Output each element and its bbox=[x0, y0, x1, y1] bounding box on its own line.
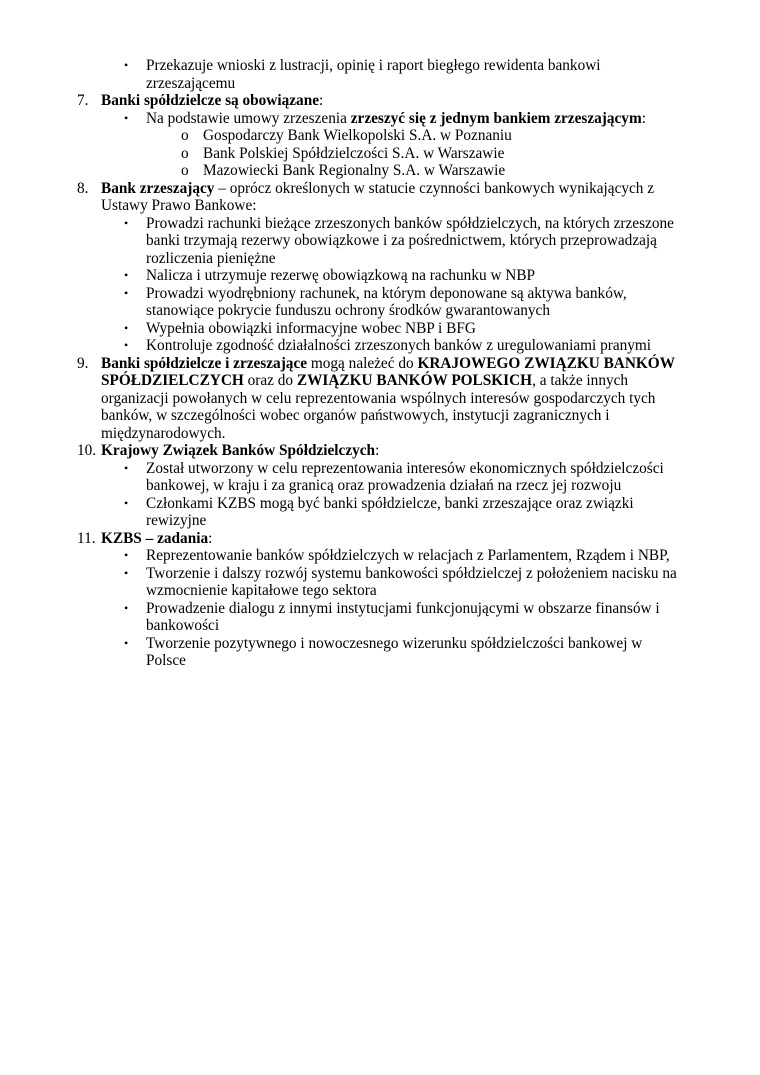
section-10-heading: 10. Krajowy Związek Banków Spółdzielczych: bbox=[77, 442, 380, 459]
bullet-icon: • bbox=[124, 495, 129, 510]
section-number: 7. bbox=[77, 92, 89, 109]
bullet-icon: • bbox=[124, 215, 129, 230]
bullet-icon: • bbox=[124, 338, 129, 352]
circle-bullet-icon: o bbox=[181, 144, 189, 162]
sublist-item: o Bank Polskiej Spółdzielczości S.A. w Warszawie bbox=[181, 144, 505, 162]
bullet-text: zrzeszającemu bbox=[146, 74, 236, 92]
section-number: 11. bbox=[77, 529, 96, 547]
list-item bbox=[0, 57, 760, 75]
sublist-item: o Mazowiecki Bank Regionalny S.A. w Warszawie bbox=[181, 162, 506, 179]
list-item: • Nalicza i utrzymuje rezerwę obowiązkową na rachunku w NBP bbox=[124, 267, 536, 284]
section-title: Banki spółdzielcze i zrzeszające bbox=[101, 354, 308, 372]
section-7-heading: 7. Banki spółdzielcze są obowiązane: bbox=[77, 92, 324, 109]
list-item-continuation bbox=[0, 75, 760, 93]
list-item: • Prowadzi rachunki bieżące zrzeszonych banków spółdzielczych, na których zrzeszone bbox=[124, 214, 674, 232]
bullet-icon: • bbox=[124, 600, 129, 615]
section-9-heading: 9. Banki spółdzielcze i zrzeszające mogą należeć do KRAJOWEGO ZWIĄZKU BANKÓW bbox=[77, 354, 675, 372]
list-item: • Prowadzi wyodrębniony rachunek, na którym deponowane są aktywa banków, bbox=[124, 284, 627, 302]
bullet-text: Przekazuje wnioski z lustracji, opinię i raport biegłego rewidenta bankowi bbox=[146, 57, 601, 74]
bullet-icon: • bbox=[124, 58, 129, 72]
bullet-icon: • bbox=[124, 320, 129, 335]
bullet-icon: • bbox=[124, 635, 129, 650]
section-11-heading: 11. KZBS – zadania: bbox=[77, 529, 213, 547]
section-number: 9. bbox=[77, 354, 89, 372]
bullet-icon: • bbox=[124, 285, 129, 300]
section-8-heading: 8. Bank zrzeszający – oprócz określonych w statucie czynności bankowych wynikających z bbox=[77, 179, 655, 197]
circle-bullet-icon: o bbox=[181, 127, 189, 144]
section-number: 8. bbox=[77, 179, 89, 197]
bullet-icon: • bbox=[124, 548, 129, 562]
section-title: Bank zrzeszający bbox=[101, 179, 215, 197]
section-title: KZBS – zadania bbox=[101, 529, 209, 547]
bullet-icon: • bbox=[124, 110, 129, 125]
list-item: • Tworzenie pozytywnego i nowoczesnego wizerunku spółdzielczości bankowej w bbox=[124, 634, 643, 652]
section-number: 10. bbox=[77, 442, 97, 459]
list-item: • Wypełnia obowiązki informacyjne wobec NBP i BFG bbox=[124, 319, 476, 337]
list-item: • Kontroluje zgodność działalności zrzeszonych banków z uregulowaniami pranymi bbox=[124, 337, 652, 354]
bullet-icon: • bbox=[124, 565, 129, 580]
list-item: • Członkami KZBS mogą być banki spółdzielcze, banki zrzeszające oraz związki bbox=[124, 494, 634, 512]
circle-bullet-icon: o bbox=[181, 162, 189, 179]
bullet-icon: • bbox=[124, 268, 129, 282]
sublist-item: o Gospodarczy Bank Wielkopolski S.A. w Poznaniu bbox=[181, 127, 512, 144]
bullet-icon: • bbox=[124, 460, 129, 475]
list-item: • Tworzenie i dalszy rozwój systemu bankowości spółdzielczej z położeniem nacisku na bbox=[124, 564, 677, 582]
section-title: Krajowy Związek Banków Spółdzielczych bbox=[101, 442, 376, 459]
section-8-continuation: Ustawy Prawo Bankowe: bbox=[101, 197, 257, 214]
list-item: • Na podstawie umowy zrzeszenia zrzeszyć się z jednym bankiem zrzeszającym: bbox=[124, 109, 646, 127]
document-body: • Przekazuje wnioski z lustracji, opinię i raport biegłego rewidenta bankowi zrzeszającemu 7. Banki spółdzielcze są obowiązane: • Na podstawie umowy zrzeszenia zrzeszyć się z jednym bankiem zrzeszającym: o Gospodarczy Bank Wielkopolski S.A. w Poznaniu o Bank Polskiej Spółdzielczości S.A. w Warszawie o Mazowiecki Bank Regionalny S.A. w Warszawie 8. Bank zrzeszający – oprócz określonych w statucie czynności bankowych wynikających z Ustawy Prawo Bankowe: • Prowadzi rachunki bieżące zrzeszonych banków spółdzielczych, na których zrzeszone banki trzymają rezerwy obowiązkowe i za pośrednictwem, których przeprowadzają rozliczenia pieniężne • Nalicza i utrzymuje rezerwę obowiązkową na rachunku w NBP • Prowadzi wyodrębniony rachunek, na którym deponowane są aktywa banków, stanowiące pokrycie funduszu ochrony środków gwarantowanych • Wypełnia obowiązki informacyjne wobec NBP i BFG • Kontroluje zgodność działalności zrzeszonych banków z uregulowaniami pranymi 9. Banki spółdzielcze i zrzeszające mogą należeć do KRAJOWEGO ZWIĄZKU BANKÓW SPÓŁDZIELCZYCH oraz do ZWIĄZKU BANKÓW POLSKICH, a także innych organizacji powołanych w celu reprezentowania wspólnych interesów gospodarczych tych banków, w szczególności wobec organów państwowych, instytucji zagranicznych i międzynarodowych. 10. Krajowy Związek Banków Spółdzielczych: • Został utworzony w celu reprezentowania interesów ekonomicznych spółdzielczości bankowej, w kraju i za granicą oraz prowadzenia działań na rzecz jej rozwoju • Członkami KZBS mogą być banki spółdzielcze, banki zrzeszające oraz związki rewizyjne 11. KZBS – zadania: • Reprezentowanie banków spółdzielczych w relacjach z Parlamentem, Rządem i NBP, • Tworzenie i dalszy rozwój systemu bankowości spółdzielczej z położeniem nacisku na wzmocnienie kapitałowe tego sektora • Prowadzenie dialogu z innymi instytucjami funkcjonującymi w obszarze finansów i bankowości • Tworzenie pozytywnego i nowoczesnego wizerunku spółdzielczości bankowej w Polsce bbox=[0, 57, 760, 670]
list-item: • Reprezentowanie banków spółdzielczych w relacjach z Parlamentem, Rządem i NBP, bbox=[124, 547, 670, 564]
list-item: • Prowadzenie dialogu z innymi instytucjami funkcjonującymi w obszarze finansów i bbox=[124, 599, 660, 617]
list-item: • Został utworzony w celu reprezentowania interesów ekonomicznych spółdzielczości bbox=[124, 459, 664, 477]
section-title: Banki spółdzielcze są obowiązane bbox=[101, 92, 319, 109]
